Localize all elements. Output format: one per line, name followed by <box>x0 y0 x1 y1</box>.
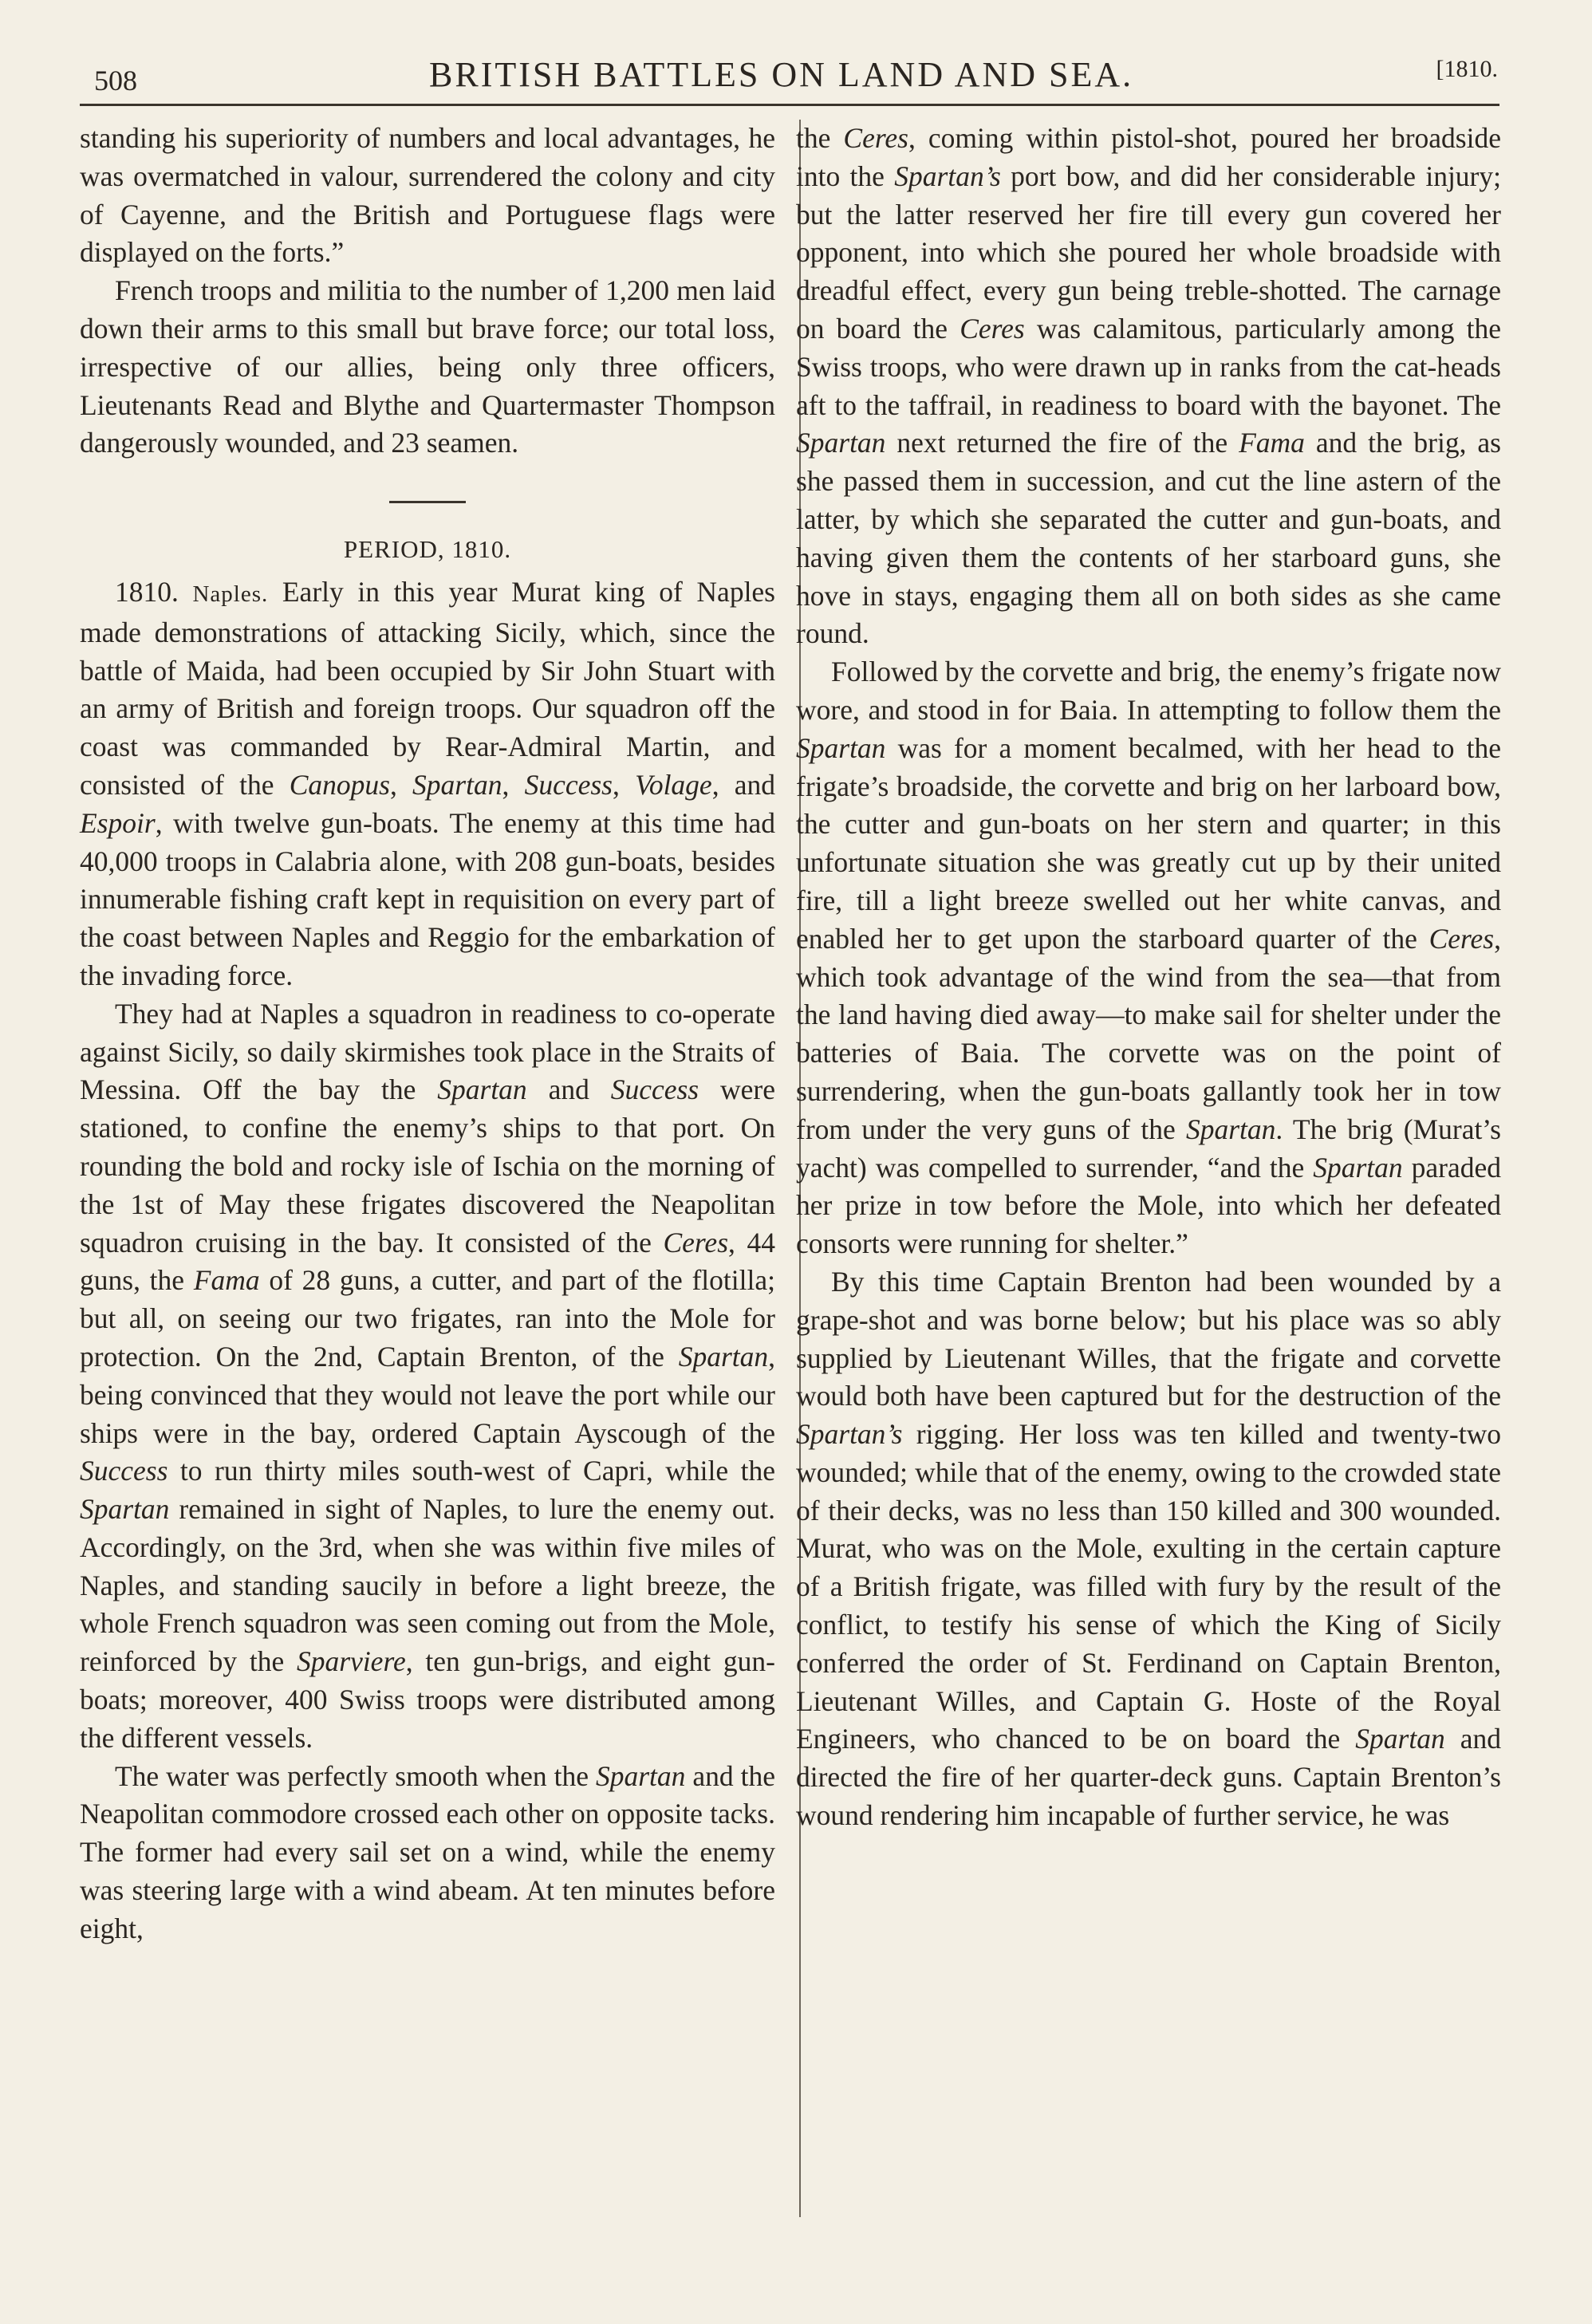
ship-name: Spartan <box>796 427 886 459</box>
text: and directed the fire of her quarter-deck guns. Captain Brenton’s wound rendering him incapable of further service, he was <box>796 1723 1501 1832</box>
ship-name: Spartan <box>1313 1151 1403 1184</box>
text: were stationed, to confine the enemy’s ships to that port. On rounding the bold and rocky isle of Ischia on the morning of the 1st of May these frigates discovered the Neapolitan squadron cruising in the bay. It consisted of the <box>80 1073 775 1259</box>
text: , <box>389 768 413 801</box>
text: By this time Captain Brenton had been wounded by a grape-shot and was borne below; but his place was so ably supplied by Lieutenant Willes, that the frigate and corvette would both have been captured but for the destruction of the <box>796 1265 1501 1412</box>
ship-name: Sparviere <box>297 1645 406 1678</box>
ship-name: Fama <box>193 1264 260 1297</box>
ship-name: Ceres <box>960 312 1025 345</box>
ship-name: Spartan <box>678 1340 769 1373</box>
paragraph <box>80 995 775 1758</box>
ship-name: Ceres <box>1428 922 1495 955</box>
paragraph: French troops and militia to the number of 1,200 men laid down their arms to this small but brave force; our total loss, irrespective of our allies, being only three officers, Lieutenants Read and Blythe and Quartermaster Thompson dangerously wounded, and 23 seamen. <box>80 274 775 459</box>
ship-name: Fama <box>1239 427 1305 459</box>
text: . The brig (Murat’s yacht) was compelled to surrender, “and the <box>796 1113 1501 1184</box>
text: , <box>612 768 636 801</box>
section-separator <box>389 501 466 503</box>
header-rule <box>80 104 1499 106</box>
ship-name: Spartan <box>595 1759 686 1792</box>
right-column <box>796 120 1501 1835</box>
ship-name: Spartan’s <box>796 1418 903 1451</box>
place-label: Naples. <box>192 581 269 607</box>
paragraph <box>796 653 1501 1263</box>
ship-name: Spartan <box>796 731 886 764</box>
text: , being convinced that they would not leave the port while our ships were in the bay, ordered Captain Ayscough of the <box>80 1340 775 1449</box>
text: and the Neapolitan commodore crossed each other on opposite tacks. The former had every sail set on a wind, while the enemy was steering large with a wind abeam. At ten minutes before eight, <box>80 1759 775 1944</box>
running-year: [1810. <box>1436 56 1498 82</box>
page-number: 508 <box>94 65 137 97</box>
left-column <box>80 120 775 1948</box>
text: , which took advantage of the wind from the sea—that from the land having died away—to make sail for shelter under the batteries of Baia. The corvette was on the point of surrendering, when the gun-boats gallantly took her in tow from under the very guns of the <box>796 922 1501 1145</box>
ship-name: Spartan’s <box>894 160 1001 192</box>
ship-name: Spartan <box>437 1073 527 1106</box>
page-header <box>94 46 1498 107</box>
paragraph <box>80 1758 775 1948</box>
period-heading: PERIOD, 1810. <box>343 535 512 564</box>
text: was for a moment becalmed, with her head to the frigate’s broadside, the corvette and brig on her larboard bow, the cutter and gun-boats on her stern and quarter; in this unfortunate situation she was greatly cut up by their united fire, till a light breeze swelled out her white canvas, and enabled her to get upon the starboard quarter of the <box>796 731 1501 955</box>
paragraph: standing his superiority of numbers and local advantages, he was overmatched in valour, surrendered the colony and city of Cayenne, and the British and Portuguese flags were displayed on the forts.” <box>80 122 775 269</box>
text: , ten gun-brigs, and eight gun-boats; moreover, 400 Swiss troops were distributed among the different vessels. <box>80 1645 775 1754</box>
text: next returned the fire of the <box>885 427 1239 459</box>
text: The water was perfectly smooth when the <box>115 1759 596 1792</box>
text: , and <box>711 768 776 801</box>
text: and <box>526 1073 611 1106</box>
running-title: BRITISH BATTLES ON LAND AND SEA. <box>429 55 1134 94</box>
ship-name: Spartan <box>1185 1113 1276 1145</box>
ship-name: Success <box>80 1455 168 1487</box>
text: Early in this year Murat king of Naples made demonstrations of attacking Sicily, which, since the battle of Maida, had been occupied by Sir John Stuart with an army of British and foreign troops. Our squadron off the coast was commanded by Rear-Admiral Martin, and consisted of the <box>80 575 775 801</box>
ship-name: Spartan <box>1355 1723 1445 1755</box>
paragraph <box>796 120 1501 653</box>
text: to run thirty miles south-west of Capri, while the <box>167 1455 775 1487</box>
text: They had at Naples a squadron in readiness to co-operate against Sicily, so daily skirmishes took place in the Straits of Messina. Off the bay the <box>80 997 775 1106</box>
text: and the brig, as she passed them in succession, and cut the line astern of the latter, by which she separated the cutter and gun-boats, and having given them the contents of her starboard guns, she hove in stays, engaging them all on both sides as she came round. <box>796 427 1501 650</box>
paragraph <box>80 573 775 995</box>
ship-name: Success <box>524 768 613 801</box>
text: , coming within pistol-shot, poured her broadside into the <box>796 122 1501 192</box>
text: , <box>502 768 525 801</box>
text: of 28 guns, a cutter, and part of the flotilla; but all, on seeing our two frigates, ran into the Mole for protection. On the 2nd, Captain Brenton, of the <box>80 1264 775 1373</box>
text: port bow, and did her considerable injury; but the latter reserved her fire till every gun covered her opponent, into which she poured her whole broadside with dreadful effect, every gun being treble-shotted. The carnage on board the <box>796 160 1501 345</box>
text: Followed by the corvette and brig, the enemy’s frigate now wore, and stood in for Baia. In attempting to follow them the <box>796 656 1501 726</box>
ship-name: Spartan <box>80 1493 170 1526</box>
text: the <box>796 122 844 154</box>
ship-name: Ceres <box>843 122 908 154</box>
ship-name: Canopus <box>289 768 390 801</box>
ship-name: Espoir <box>80 806 156 839</box>
ship-name: Ceres <box>663 1226 729 1259</box>
paragraph <box>796 1263 1501 1835</box>
text: , with twelve gun-boats. The enemy at this time had 40,000 troops in Calabria alone, with 208 gun-boats, besides innumerable fishing craft kept in requisition on every part of the coast between Naples and Reggio for the embarkation of the invading force. <box>80 806 775 991</box>
text: paraded her prize in tow before the Mole, into which her defeated consorts were running for shelter.” <box>796 1151 1501 1260</box>
text: remained in sight of Naples, to lure the enemy out. Accordingly, on the 3rd, when she was within five miles of Naples, and standing saucily in before a light breeze, the whole French squadron was seen coming out from the Mole, reinforced by the <box>80 1493 775 1678</box>
text: was calamitous, particularly among the Swiss troops, who were drawn up in ranks from the cat-heads aft to the taffrail, in readiness to board with the bayonet. The <box>796 312 1501 421</box>
year-label: 1810. <box>115 575 179 608</box>
text: rigging. Her loss was ten killed and twenty-two wounded; while that of the enemy, owing to the crowded state of their decks, was no less than 150 killed and 300 wounded. Murat, who was on the Mole, exulting in the certain capture of a British frigate, was filled with fury by the result of the conflict, to testify his sense of which the King of Sicily conferred the order of St. Ferdinand on Captain Brenton, Lieutenant Willes, and Captain G. Hoste of the Royal Engineers, who chanced to be on board the <box>796 1418 1501 1755</box>
ship-name: Spartan <box>412 768 502 801</box>
ship-name: Success <box>610 1073 699 1106</box>
text: , 44 guns, the <box>80 1226 775 1297</box>
ship-name: Volage <box>635 768 712 801</box>
